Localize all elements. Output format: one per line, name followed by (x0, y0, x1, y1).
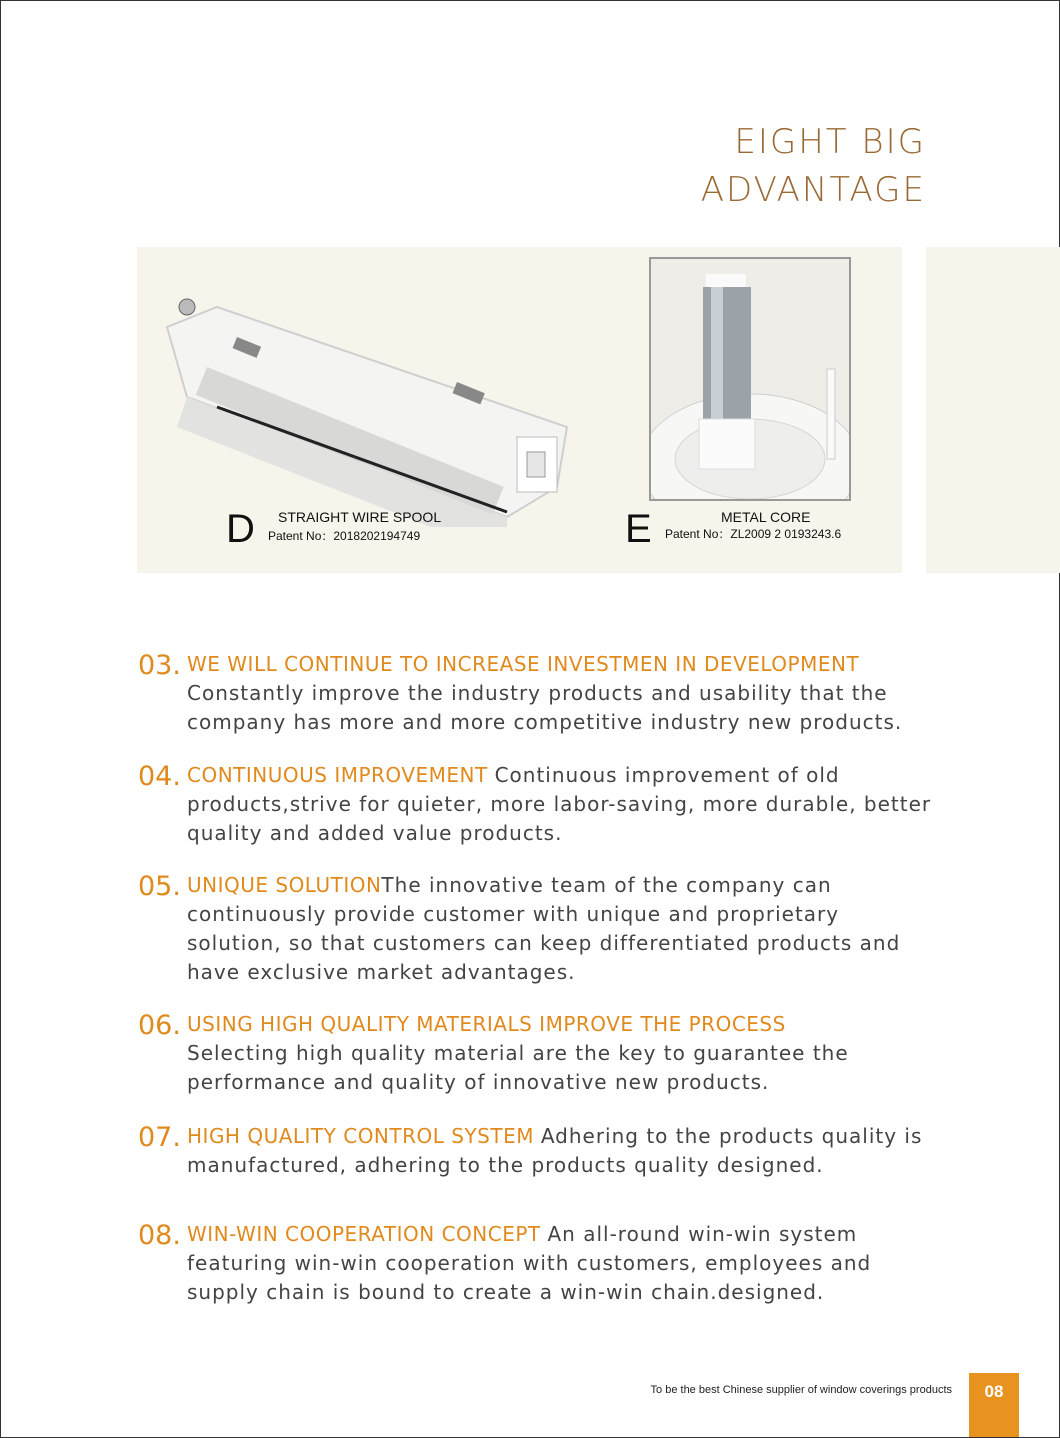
item-heading: WE WILL CONTINUE TO INCREASE INVESTMEN IN DEVELOPMENT (187, 652, 860, 676)
figure-e-name: METAL CORE (721, 509, 811, 525)
page-title (701, 118, 926, 214)
item-number: 05. (138, 871, 181, 902)
figure-d-letter: D (226, 507, 255, 551)
item-number: 03. (138, 650, 181, 681)
footer-tagline: To be the best Chinese supplier of window coverings products (650, 1384, 952, 1396)
figure-e-patent: Patent No：ZL2009 2 0193243.6 (665, 527, 842, 541)
item-body (187, 761, 937, 848)
item-body (187, 871, 937, 987)
item-text: The innovative team of the company can continuously provide customer with unique and proprietary solution, so that customers can keep differentiated products and have exclusive market advantages. (187, 873, 901, 984)
item-heading: WIN-WIN COOPERATION CONCEPT (187, 1222, 548, 1246)
item-number: 07. (138, 1122, 181, 1153)
item-text: Constantly improve the industry products and usability that the company has more and more competitive industry new products. (187, 681, 903, 734)
metal-core-image (649, 257, 851, 501)
item-text: Adhering to the products quality is manufactured, adhering to the products quality designed. (187, 1124, 923, 1177)
item-heading: HIGH QUALITY CONTROL SYSTEM (187, 1124, 541, 1148)
item-heading: CONTINUOUS IMPROVEMENT (187, 763, 495, 787)
straight-wire-spool-image (147, 287, 577, 527)
title-line-1: EIGHT BIG (734, 122, 926, 162)
item-heading: USING HIGH QUALITY MATERIALS IMPROVE THE PROCESS (187, 1012, 786, 1036)
figure-d-name: STRAIGHT WIRE SPOOL (278, 509, 442, 525)
figure-e-letter: E (625, 507, 652, 551)
page-number: 08 (969, 1373, 1019, 1437)
item-number: 04. (138, 761, 181, 792)
item-number: 06. (138, 1010, 181, 1041)
decorative-side-strip (926, 247, 1060, 573)
figure-d-patent: Patent No：2018202194749 (268, 529, 421, 543)
item-body (187, 1010, 937, 1097)
item-number: 08. (138, 1220, 181, 1251)
item-heading: UNIQUE SOLUTION (187, 873, 382, 897)
product-photo-panel (137, 247, 902, 573)
item-body (187, 650, 937, 737)
item-body (187, 1220, 937, 1307)
item-body (187, 1122, 937, 1180)
item-text: An all-round win-win system featuring win-win cooperation with customers, employees and supply chain is bound to create a win-win chain.designed. (187, 1222, 872, 1304)
item-text: Continuous improvement of old products,strive for quieter, more labor-saving, more durable, better quality and added value products. (187, 763, 932, 845)
item-text: Selecting high quality material are the key to guarantee the performance and quality of innovative new products. (187, 1041, 849, 1094)
title-line-2: ADVANTAGE (700, 170, 926, 210)
